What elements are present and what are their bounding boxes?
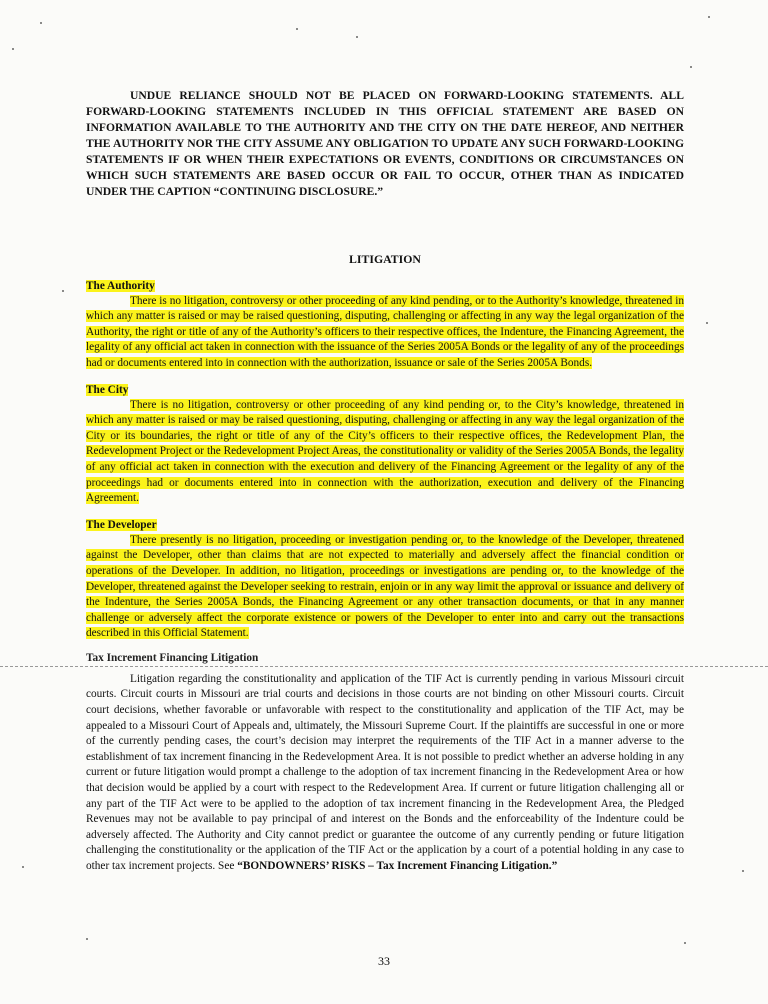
section-title: LITIGATION [349, 252, 421, 266]
scan-speck [690, 66, 692, 68]
developer-heading: The Developer [86, 518, 157, 531]
forward-looking-disclaimer: UNDUE RELIANCE SHOULD NOT BE PLACED ON FORWARD-LOOKING STATEMENTS. ALL FORWARD-LOOKING STATEMENTS INCLUDED IN THIS OFFICIAL STATEMENT ARE BASED ON INFORMATION AVAILABLE TO THE AUTHORITY AND THE CITY ON THE DATE HEREOF, AND NEITHER THE AUTHORITY NOR THE CITY ASSUME ANY OBLIGATION TO UPDATE ANY SUCH FORWARD-LOOKING STATEMENTS IF OR WHEN THEIR EXPECTATIONS OR EVENTS, CONDITIONS OR CIRCUMSTANCES ON WHICH SUCH STATEMENTS ARE BASED OCCUR OR FAIL TO OCCUR, OTHER THAN AS INDICATED UNDER THE CAPTION “CONTINUING DISCLOSURE.” [86, 89, 684, 198]
scan-speck [684, 942, 686, 944]
tif-reference: “BONDOWNERS’ RISKS – Tax Increment Financing Litigation.” [237, 860, 558, 872]
city-paragraph: There is no litigation, controversy or other proceeding of any kind pending or, to the City’s knowledge, threatened in which any matter is raised or may be raised questioning, disputing, challenging or affecting in any way the legal organization of the City or its boundaries, the right or title of any of the City’s officers to their respective offices, the Redevelopment Plan, the Redevelopment Project or the Redevelopment Project Areas, the constitutionality or validity of the Series 2005A Bonds, the legality of any official act taken in connection with the execution and delivery of the Financing Agreement or the legality of any of the proceedings had or documents entered into in connection with the authorization, execution and delivery of the Financing Agreement. [86, 398, 684, 505]
scan-speck [62, 290, 64, 292]
scan-speck [296, 28, 298, 30]
scan-rule-line [0, 666, 768, 667]
scan-speck [12, 48, 14, 50]
developer-paragraph: There presently is no litigation, proceeding or investigation pending or, to the knowledge of the Developer, threatened against the Developer, other than claims that are not expected to materially and adversely affect the financial condition or operations of the Developer. In addition, no litigation, proceedings or investigations are pending or, to the knowledge of the Developer, threatened against the Developer seeking to restrain, enjoin or in any way limit the approval or issuance and delivery of the Indenture, the Series 2005A Bonds, the Financing Agreement or any other transaction documents, or that in any manner challenge or adversely affect the corporate existence or powers of the Developer to enter into and carry out the transactions described in this Official Statement. [86, 533, 684, 640]
tif-paragraph: Litigation regarding the constitutionality and application of the TIF Act is currently pending in various Missouri circuit courts. Circuit courts in Missouri are trial courts and decisions in those courts are not binding on other Missouri courts. Circuit court decisions, whether favorable or unfavorable with respect to the constitutionality and application of the TIF Act, may be appealed to a Missouri Court of Appeals and, ultimately, the Missouri Supreme Court. If the plaintiffs are successful in one or more of the currently pending cases, the court’s decision may interpret the requirements of the TIF Act in a manner adverse to the establishment of tax increment financing in the Redevelopment Area. It is not possible to predict whether an adverse holding in any current or future litigation would prompt a challenge to the adoption of tax increment financing in the Redevelopment Area or how that decision would be applied by a court with respect to the Redevelopment Area. If current or future litigation challenging all or any part of the TIF Act were to be applied to the adoption of tax increment financing in the Redevelopment Area, the Pledged Revenues may not be available to pay principal of and interest on the Bonds and the enforceability of the Indenture could be adversely affected. The Authority and City cannot predict or guarantee the outcome of any currently pending or future litigation challenging the constitutionality or the application of the TIF Act or the application by a court of a potential holding in any case to other tax increment projects. See “BONDOWNERS’ RISKS – Tax Increment Financing Litigation.” [86, 672, 684, 872]
scan-speck [86, 938, 88, 940]
scan-speck [40, 22, 42, 24]
tif-heading: Tax Increment Financing Litigation [86, 651, 259, 664]
scan-speck [22, 866, 24, 868]
scan-speck [706, 322, 708, 324]
document-page [86, 88, 684, 875]
scan-speck [708, 16, 710, 18]
scan-speck [356, 36, 358, 38]
page-number: 33 [378, 954, 390, 968]
authority-heading: The Authority [86, 279, 155, 292]
city-heading: The City [86, 383, 129, 396]
authority-paragraph: There is no litigation, controversy or other proceeding of any kind pending, or to the Authority’s knowledge, threatened in which any matter is raised or may be raised questioning, disputing, challenging or affecting in any way the legal organization of the Authority, the right or title of any of the Authority’s officers to their respective offices, the Indenture, the Financing Agreement, the legality of any official act taken in connection with the issuance of the Series 2005A Bonds or the legality of any of the proceedings had or documents entered into in connection with the authorization, issuance or sale of the Series 2005A Bonds. [86, 294, 684, 369]
scan-speck [742, 870, 744, 872]
